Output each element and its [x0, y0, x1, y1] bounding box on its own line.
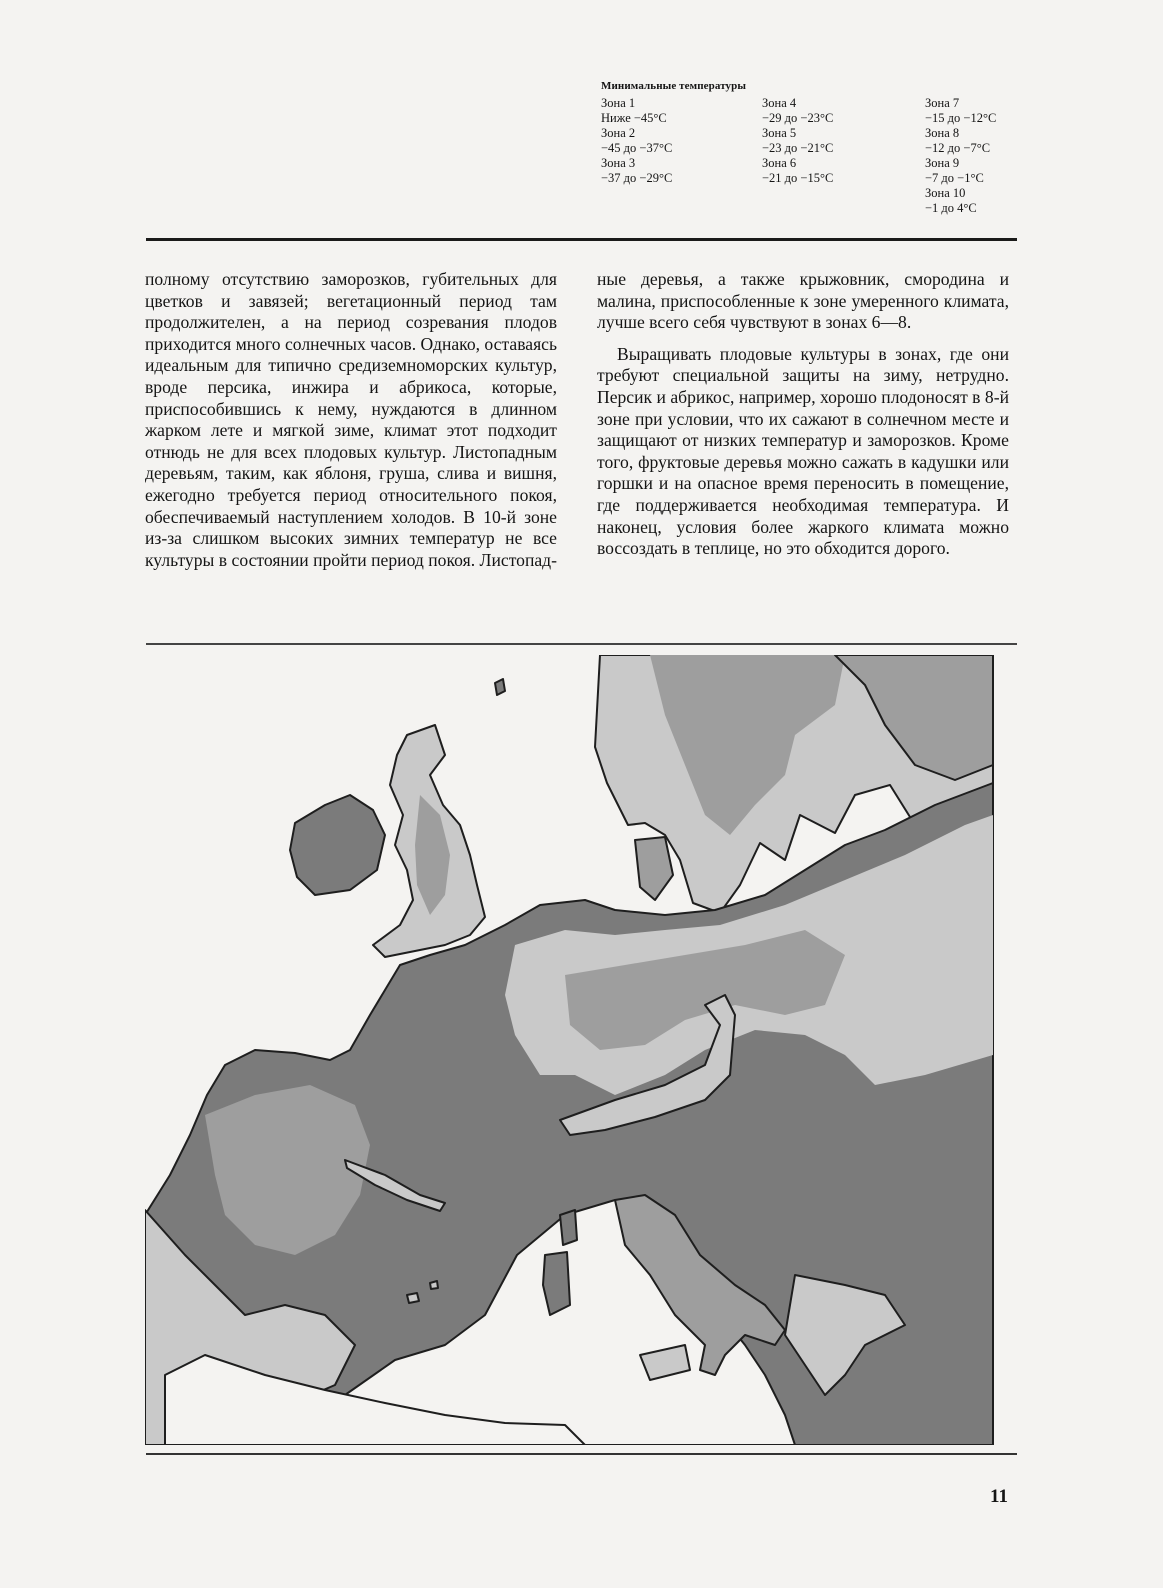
zone-name: Зона 3	[601, 156, 636, 170]
europe-hardiness-zone-map	[145, 655, 1017, 1445]
zone-range: −1 до 4°C	[925, 201, 977, 215]
temperature-legend	[601, 80, 1031, 216]
legend-column-1	[601, 96, 762, 216]
zone-range: −37 до −29°C	[601, 171, 673, 185]
text-column-left	[145, 269, 557, 571]
map-islet	[495, 679, 505, 695]
zone-range: −21 до −15°C	[762, 171, 834, 185]
map-bottom-divider	[146, 1453, 1017, 1455]
zone-range: −23 до −21°C	[762, 141, 834, 155]
map-islet	[407, 1293, 419, 1303]
map-islet	[430, 1281, 438, 1289]
text-column-right	[597, 269, 1009, 560]
zone-name: Зона 4	[762, 96, 797, 110]
zone-name: Зона 6	[762, 156, 797, 170]
zone-range: −15 до −12°C	[925, 111, 997, 125]
zone-name: Зона 5	[762, 126, 797, 140]
zone-name: Зона 9	[925, 156, 960, 170]
map-region-denmark	[635, 837, 673, 900]
map-top-divider	[146, 643, 1017, 645]
map-region-corsica	[560, 1210, 577, 1245]
paragraph: полному отсутствию заморозков, губительных для цветков и завязей; вегетационный период там продолжителен, а на период созревания плодов приходится много солнечных часов. Однако, оставаясь идеальным для типично средиземноморских культур, вроде персика, инжира и абрикоса, которые, приспособившись к нему, нуждаются в длинном жарком лете и мягкой зиме, климат этот подходит отнюдь не для всех плодовых культур. Листопадным деревьям, таким, как яблоня, груша, слива и вишня, ежегодно требуется период относительного покоя, обеспечиваемый наступлением холодов. В 10-й зоне из-за слишком высоких зимних температур не все культуры в состоянии пройти период покоя. Листопад-	[145, 269, 557, 570]
zone-range: Ниже −45°C	[601, 111, 667, 125]
zone-name: Зона 1	[601, 96, 636, 110]
zone-name: Зона 2	[601, 126, 636, 140]
paragraph: Выращивать плодовые культуры в зонах, где они требуют специальной защиты на зиму, нетрудно. Персик и абрикос, например, хорошо плодоносят в 8-й зоне при условии, что их сажают в солнечном месте и защищают от низких температур и заморозков. Кроме того, фруктовые деревья можно сажать в кадушки или горшки и на опасное время переносить в помещение, где поддерживается необходимая температура. И наконец, условия более жаркого климата можно воссоздать в теплице, но это обходится дорого.	[597, 343, 1009, 559]
zone-name: Зона 10	[925, 186, 966, 200]
zone-range: −7 до −1°C	[925, 171, 984, 185]
zone-name: Зона 7	[925, 96, 960, 110]
map-region-ireland	[290, 795, 385, 895]
legend-column-2	[762, 96, 925, 216]
legend-title: Минимальные температуры	[601, 80, 747, 92]
paragraph: ные деревья, а также крыжовник, смородина и малина, приспособленные к зоне умеренного климата, лучше всего себя чувствуют в зонах 6—8.	[597, 269, 1009, 333]
map-region-sardinia	[543, 1252, 570, 1315]
zone-range: −45 до −37°C	[601, 141, 673, 155]
zone-range: −29 до −23°C	[762, 111, 834, 125]
page-number: 11	[990, 1486, 1008, 1507]
legend-column-3	[925, 96, 1025, 216]
zone-name: Зона 8	[925, 126, 960, 140]
zone-range: −12 до −7°C	[925, 141, 991, 155]
top-divider	[146, 238, 1017, 241]
